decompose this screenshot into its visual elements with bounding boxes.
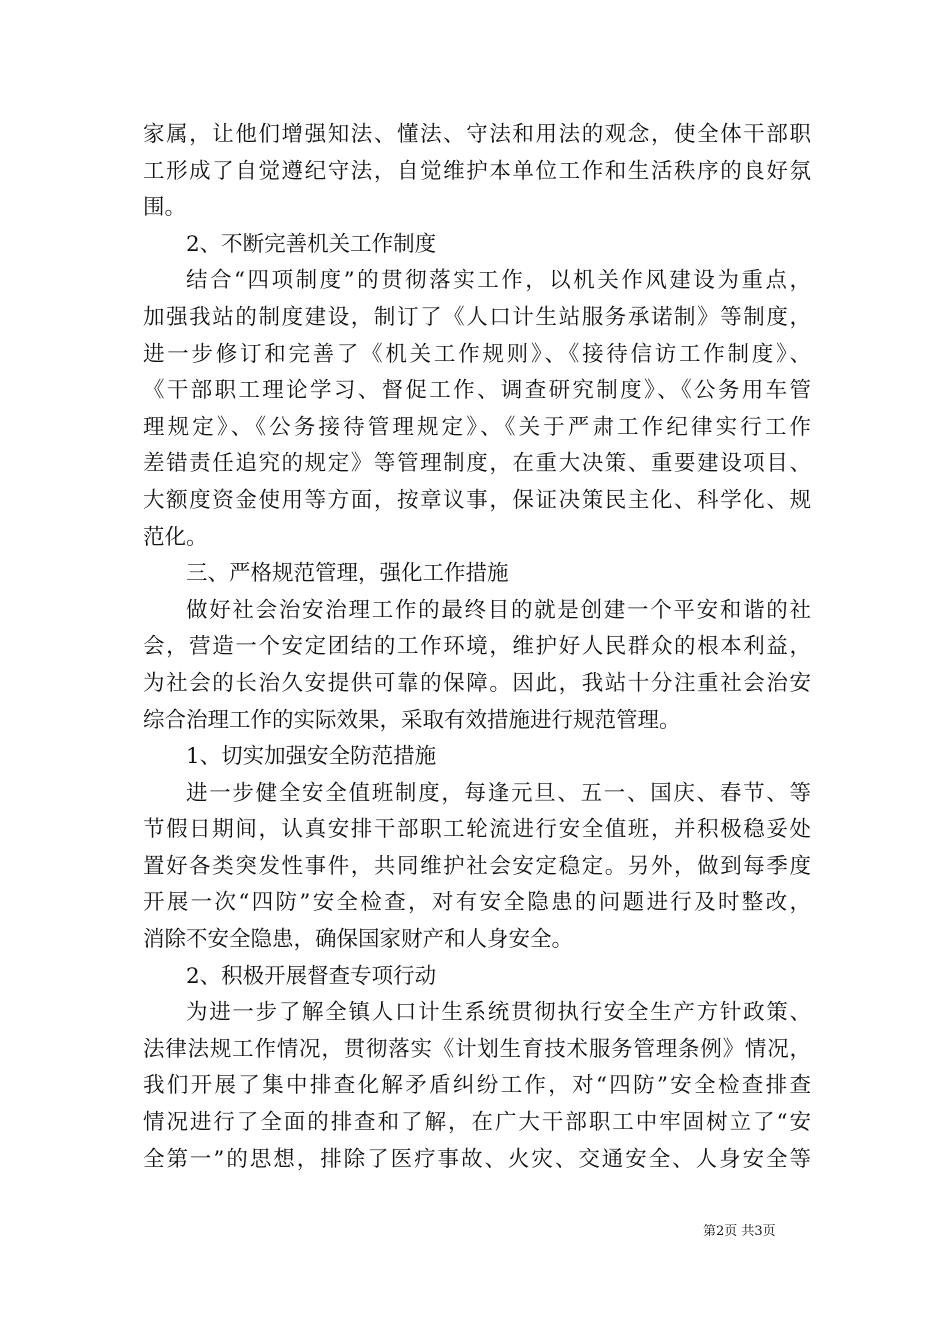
text-line: 结合“四项制度”的贯彻落实工作，以机关作风建设为重点， xyxy=(186,268,811,294)
section-heading: 2、积极开展督查专项行动 xyxy=(186,963,437,989)
section-heading: 三、严格规范管理，强化工作措施 xyxy=(186,561,509,587)
text-line: 情况进行了全面的排查和了解，在广大干部职工中牢固树立了“安 xyxy=(143,1110,811,1136)
text-line: 全第一”的思想，排除了医疗事故、火灾、交通安全、人身安全等 xyxy=(143,1146,811,1172)
text-line: 开展一次“四防”安全检查，对有安全隐患的问题进行及时整改， xyxy=(143,890,811,916)
text-line: 理规定》、《公务接待管理规定》、《关于严肃工作纪律实行工作 xyxy=(143,414,811,440)
text-line: 范化。 xyxy=(143,524,208,550)
text-line: 法律法规工作情况，贯彻落实《计划生育技术服务管理条例》情况， xyxy=(143,1036,811,1062)
text-line: 消除不安全隐患，确保国家财产和人身安全。 xyxy=(143,927,574,953)
document-body xyxy=(143,117,811,1178)
text-line: 置好各类突发性事件，共同维护社会安定稳定。另外，做到每季度 xyxy=(143,853,811,879)
text-line: 《干部职工理论学习、督促工作、调查研究制度》、《公务用车管 xyxy=(143,378,811,404)
text-line: 大额度资金使用等方面，按章议事，保证决策民主化、科学化、规 xyxy=(143,487,811,513)
page-number: 第2页 共3页 xyxy=(703,1224,776,1239)
text-line: 我们开展了集中排查化解矛盾纠纷工作，对“四防”安全检查排查 xyxy=(143,1073,811,1099)
section-heading: 1、切实加强安全防范措施 xyxy=(186,744,437,770)
text-line: 加强我站的制度建设，制订了《人口计生站服务承诺制》等制度， xyxy=(143,304,811,330)
text-line: 综合治理工作的实际效果，采取有效措施进行规范管理。 xyxy=(143,707,681,733)
text-line: 进一步修订和完善了《机关工作规则》、《接待信访工作制度》、 xyxy=(143,341,811,367)
text-line: 围。 xyxy=(143,195,187,221)
text-line: 节假日期间，认真安排干部职工轮流进行安全值班，并积极稳妥处 xyxy=(143,817,811,843)
text-line: 进一步健全安全值班制度，每逢元旦、五一、国庆、春节、等 xyxy=(186,780,811,806)
text-line: 为进一步了解全镇人口计生系统贯彻执行安全生产方针政策、 xyxy=(186,1000,811,1026)
text-line: 差错责任追究的规定》等管理制度，在重大决策、重要建设项目、 xyxy=(143,451,811,477)
text-line: 工形成了自觉遵纪守法，自觉维护本单位工作和生活秩序的良好氛 xyxy=(143,158,811,184)
text-line: 家属，让他们增强知法、懂法、守法和用法的观念，使全体干部职 xyxy=(143,122,811,147)
text-line: 会，营造一个安定团结的工作环境，维护好人民群众的根本利益， xyxy=(143,634,811,660)
text-line: 为社会的长治久安提供可靠的保障。因此，我站十分注重社会治安 xyxy=(143,670,811,696)
section-heading: 2、不断完善机关工作制度 xyxy=(186,231,437,257)
text-line: 做好社会治安治理工作的最终目的就是创建一个平安和谐的社 xyxy=(186,597,811,623)
